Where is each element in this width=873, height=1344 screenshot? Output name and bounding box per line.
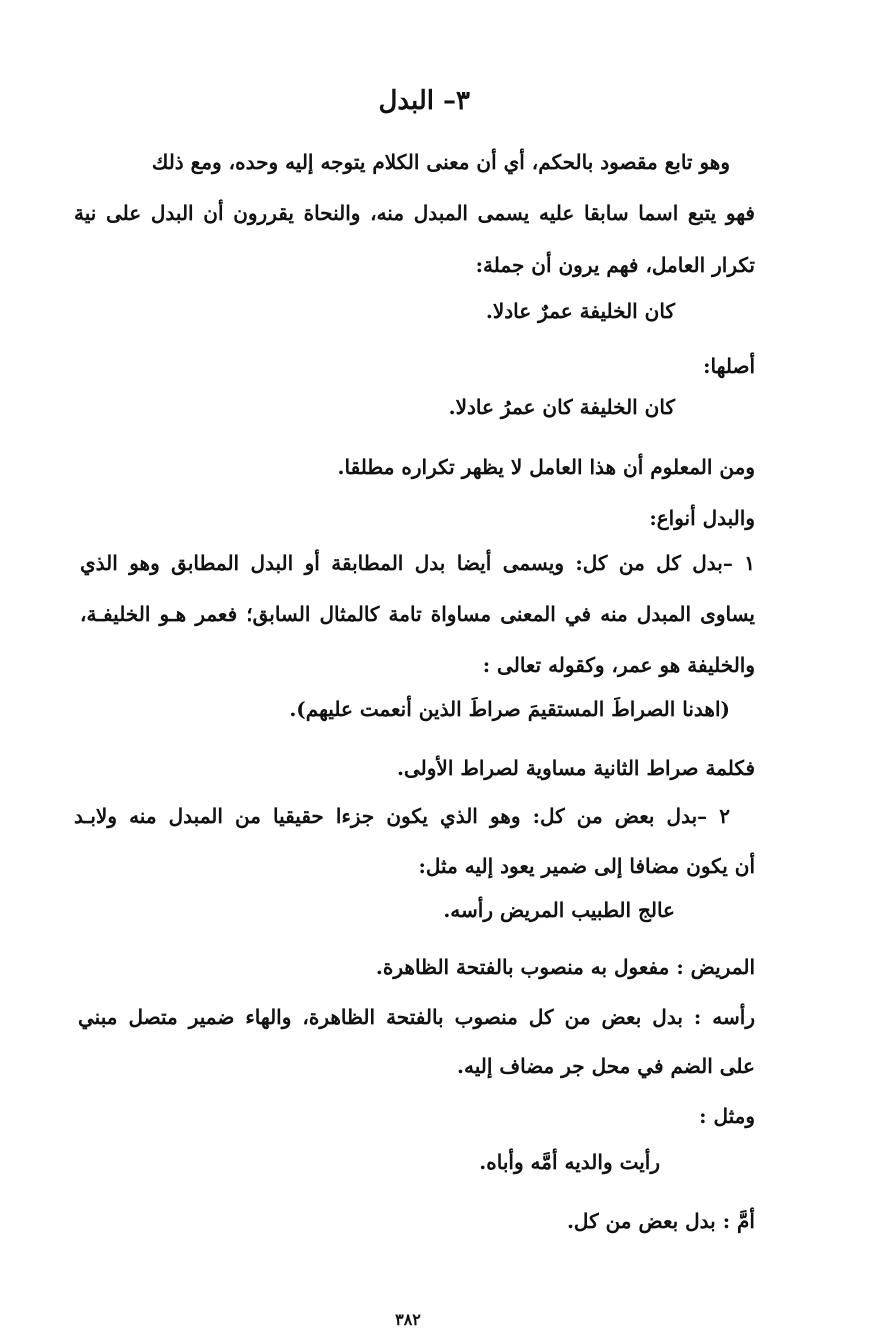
text-line: ١ –بدل كل من كل: ويسمى أيضا بدل المطابقة أو البدل المطابق وهو الذي	[80, 551, 755, 575]
example-line: كان الخليفة عمرٌ عادلا.	[485, 299, 675, 323]
text-line: أن يكون مضافا إلى ضمير يعود إليه مثل:	[418, 854, 755, 878]
text-line: ٢ –بدل بعض من كل: وهو الذي يكون جزءا حقيقيا من المبدل منه ولابـد	[74, 804, 730, 828]
quran-verse: (اهدنا الصراطَ المستقيمَ صراطَ الذين أنعمت عليهم).	[289, 697, 730, 721]
text-line: فهو يتبع اسما سابقا عليه يسمى المبدل منه، والنحاة يقررون أن البدل على نية	[74, 201, 755, 225]
example-line: رأيت والديه أمَّه وأباه.	[479, 1150, 660, 1174]
text-line: على الضم في محل جر مضاف إليه.	[457, 1054, 755, 1078]
text-line: والبدل أنواع:	[649, 506, 755, 530]
text-line: وهو تابع مقصود بالحكم، أي أن معنى الكلام يتوجه إليه وحده، ومع ذلك	[151, 150, 730, 174]
example-line: كان الخليفة كان عمرُ عادلا.	[448, 395, 675, 419]
text-line: تكرار العامل، فهم يرون أن جملة:	[475, 253, 755, 277]
example-line: عالج الطبيب المريض رأسه.	[443, 898, 675, 922]
text-line: ومن المعلوم أن هذا العامل لا يظهر تكراره مطلقا.	[337, 455, 755, 479]
text-line: رأسه : بدل بعض من كل منصوب بالفتحة الظاهرة، والهاء ضمير متصل مبني	[78, 1005, 755, 1029]
text-line: أمَّ : بدل بعض من كل.	[566, 1209, 755, 1233]
text-line: المريض : مفعول به منصوب بالفتحة الظاهرة.	[375, 955, 755, 979]
section-title: ٣– البدل	[378, 86, 470, 116]
text-line: والخليفة هو عمر، وكقوله تعالى :	[482, 653, 755, 677]
text-line: يساوى المبدل منه في المعنى مساواة تامة كالمثال السابق؛ فعمر هـو الخليفـة،	[80, 602, 755, 626]
text-line: فكلمة صراط الثانية مساوية لصراط الأولى.	[397, 756, 755, 780]
page-number: ٣٨٢	[395, 1310, 421, 1329]
text-line: أصلها:	[703, 354, 755, 378]
text-line: ومثل :	[699, 1104, 755, 1128]
